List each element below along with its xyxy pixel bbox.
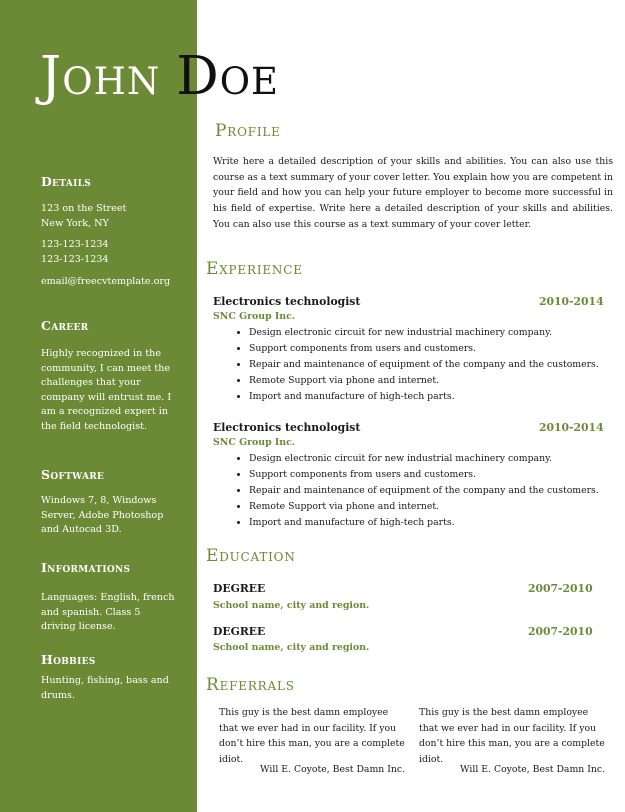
name-heading: [40, 46, 280, 107]
degree-title: DEGREE: [213, 582, 266, 595]
list-item: • Design electronic circuit for new industrial machinery company.: [249, 325, 599, 341]
list-item: • Import and manufacture of high-tech parts.: [249, 515, 599, 531]
informations-heading: Informations: [41, 560, 131, 575]
job-years: 2010-2014: [539, 295, 604, 308]
hobbies-text: Hunting, fishing, bass and drums.: [41, 675, 169, 701]
career-text: Highly recognized in the community, I can meet the challenges that your company will entrust me. I am a recognized expert in the field technologist.: [41, 348, 172, 432]
task-list: [232, 325, 599, 405]
degree-years: 2007-2010: [528, 625, 593, 638]
referral-signature: Will E. Coyote, Best Damn Inc.: [260, 764, 406, 775]
job-title: Electronics technologist: [213, 421, 361, 434]
experience-heading: Experience: [206, 259, 303, 279]
details-heading: Details: [41, 174, 92, 189]
list-item: • Import and manufacture of high-tech parts.: [249, 389, 599, 405]
profile-text: Write here a detailed description of your skills and abilities. You can also use this course as a text summary of your cover letter. You explain how you are competent in your field and how you can help your future employer to become more successful in his field of expertise. Write here a detailed description of your skills and abilities. You can also use this course as a text summary of your cover letter.: [213, 156, 613, 230]
degree-title: DEGREE: [213, 625, 266, 638]
first-name: John: [40, 46, 161, 107]
list-item: • Support components from users and customers.: [249, 341, 599, 357]
referral-text: This guy is the best damn employee that we ever had in our facility. If you don’t hire this man, you are a complete idiot.: [219, 707, 405, 765]
company-name: SNC Group Inc.: [213, 311, 296, 322]
job-title: Electronics technologist: [213, 295, 361, 308]
list-item: • Repair and maintenance of equipment of the company and the customers.: [249, 357, 599, 373]
task-list: [232, 451, 599, 531]
school-name: School name, city and region.: [213, 642, 370, 653]
job-years: 2010-2014: [539, 421, 604, 434]
profile-heading: Profile: [215, 121, 281, 141]
referrals-heading: Referrals: [206, 675, 295, 695]
hobbies-heading: Hobbies: [41, 652, 96, 667]
list-item: • Remote Support via phone and internet.: [249, 373, 599, 389]
software-text: Windows 7, 8, Windows Server, Adobe Photoshop and Autocad 3D.: [41, 495, 164, 535]
education-heading: Education: [206, 546, 296, 566]
last-name: Doe: [176, 46, 280, 107]
school-name: School name, city and region.: [213, 600, 370, 611]
list-item: • Remote Support via phone and internet.: [249, 499, 599, 515]
software-heading: Software: [41, 467, 105, 482]
list-item: • Design electronic circuit for new industrial machinery company.: [249, 451, 599, 467]
degree-years: 2007-2010: [528, 582, 593, 595]
list-item: • Repair and maintenance of equipment of the company and the customers.: [249, 483, 599, 499]
referral-signature: Will E. Coyote, Best Damn Inc.: [460, 764, 606, 775]
company-name: SNC Group Inc.: [213, 437, 296, 448]
career-heading: Career: [41, 318, 89, 333]
email: email@freecvtemplate.org: [41, 276, 171, 287]
address-line1: 123 on the Street: [41, 203, 127, 214]
informations-text: Languages: English, french and spanish. Class 5 driving license.: [41, 592, 175, 632]
list-item: • Support components from users and customers.: [249, 467, 599, 483]
phone-1: 123-123-1234: [41, 239, 109, 250]
phone-2: 123-123-1234: [41, 254, 109, 265]
referral-text: This guy is the best damn employee that we ever had in our facility. If you don’t hire this man, you are a complete idiot.: [419, 707, 605, 765]
address-line2: New York, NY: [41, 218, 109, 229]
